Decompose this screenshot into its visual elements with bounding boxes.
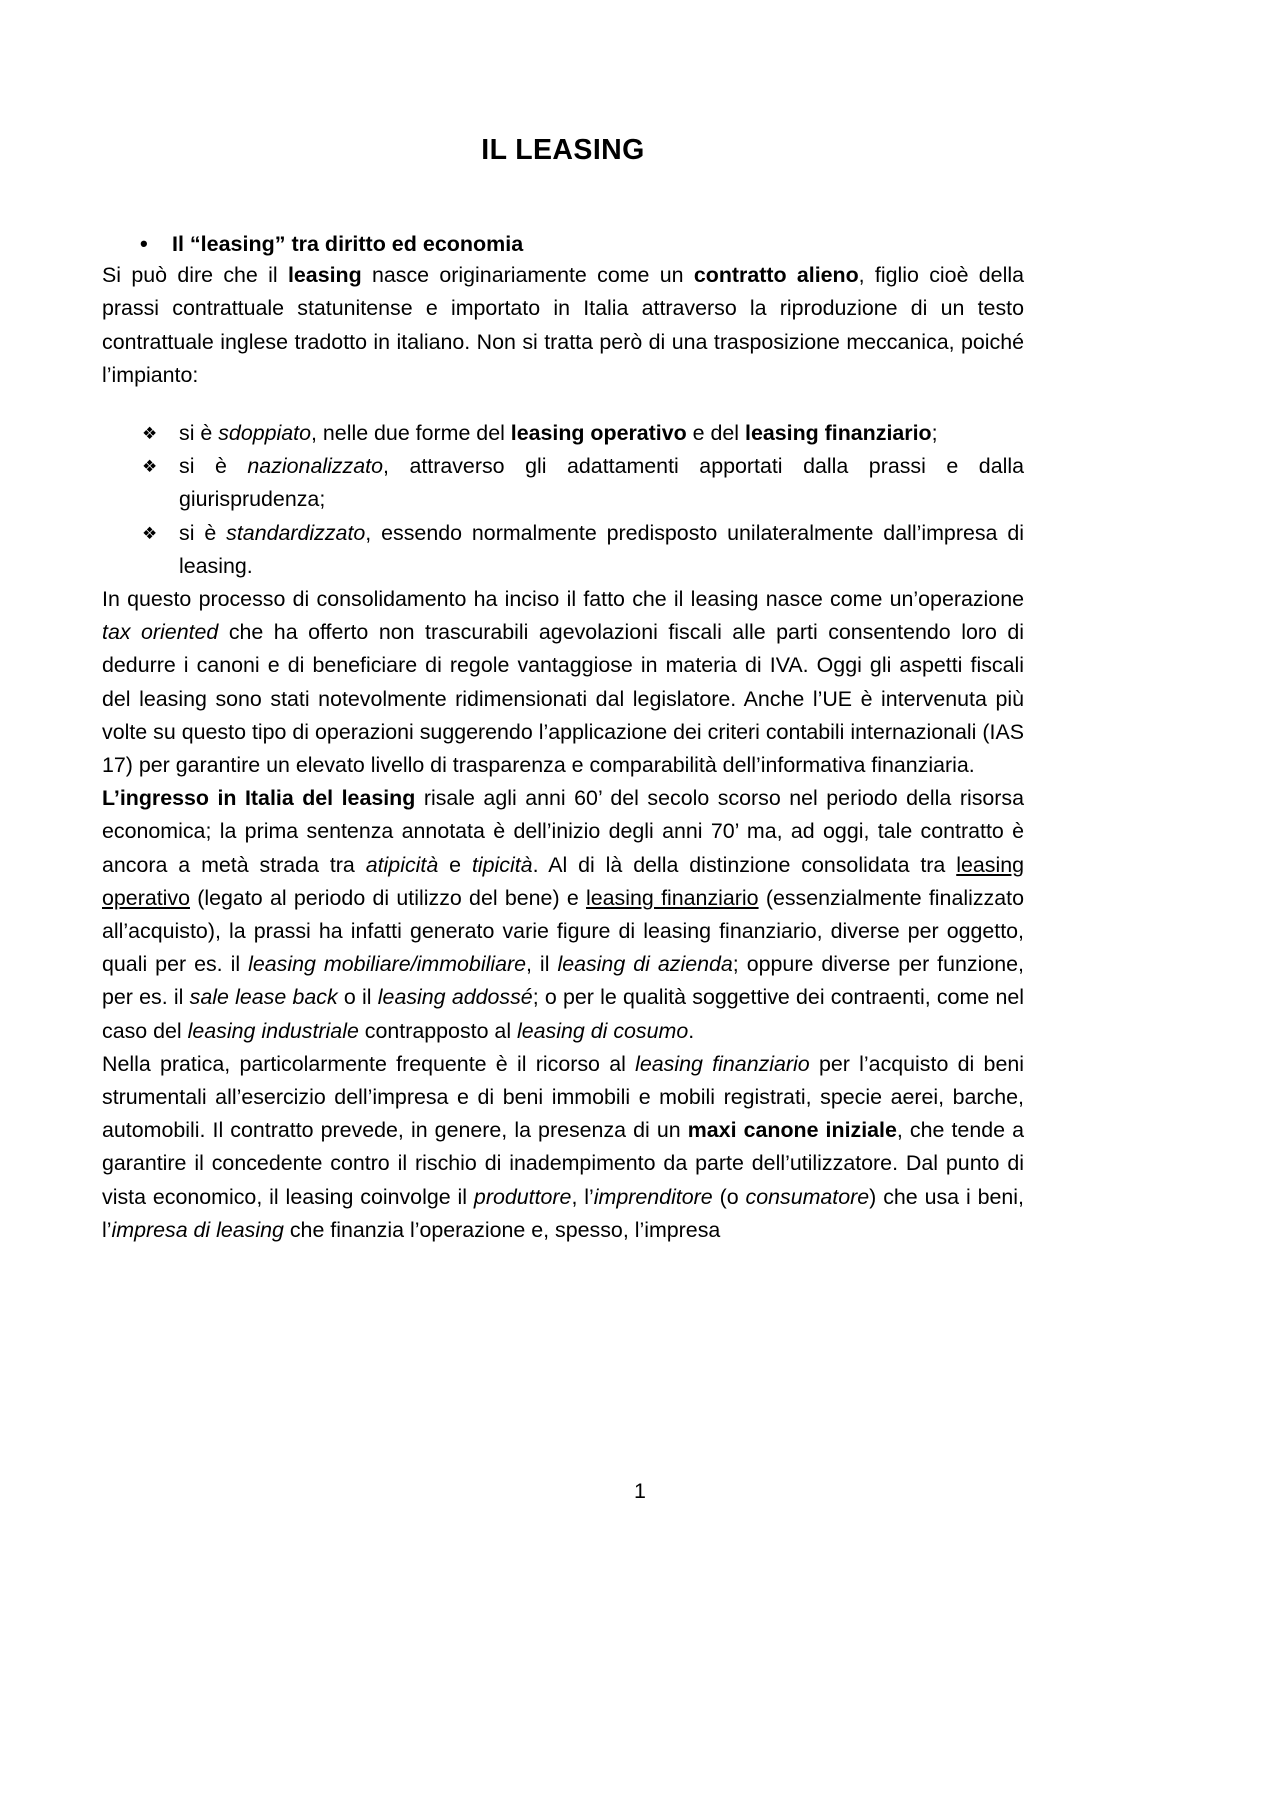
section-heading-label: Il “leasing” tra diritto ed economia xyxy=(172,232,524,257)
section-heading-list xyxy=(102,167,1024,259)
emphasis-italic: leasing finanziario xyxy=(635,1051,810,1076)
text-run: ; o per le qualità soggettive dei contraenti, come nel caso del xyxy=(102,985,1024,1043)
paragraph-ingresso xyxy=(102,782,1024,1048)
emphasis-italic: leasing di azienda xyxy=(557,952,733,977)
text-run: , figlio cioè della prassi contrattuale statunitense e importato in Italia attraverso la riproduzione di un testo contrattuale inglese tradotto in italiano. Non si tratta però di una trasposizione meccanica, poiché l’impianto: xyxy=(102,263,1024,387)
paragraph-intro xyxy=(102,259,1024,392)
text-run: (essenzialmente finalizzato all’acquisto), la prassi ha infatti generato varie figure di leasing finanziario, diverse per oggetto, quali per es. il xyxy=(102,885,1024,977)
text-run: , l’ xyxy=(571,1184,594,1209)
emphasis-italic: leasing industriale xyxy=(187,1018,359,1043)
emphasis-bold: L’ingresso in Italia del leasing xyxy=(102,786,416,811)
document-body xyxy=(102,0,1024,1247)
text-run: che ha offerto non trascurabili agevolazioni fiscali alle parti consentendo loro di dedurre i canoni e di beneficiare di regole vantaggiose in materia di IVA. Oggi gli aspetti fiscali del leasing sono stati notevolmente ridimensionati dal legislatore. Anche l’UE è intervenuta più volte su questo tipo di operazioni suggerendo l’applicazione dei criteri contabili internazionali (IAS 17) per garantire un elevato livello di trasparenza e comparabilità dell’informativa finanziaria. xyxy=(102,620,1024,778)
text-run: , essendo normalmente predisposto unilateralmente dall’impresa di leasing. xyxy=(179,520,1024,578)
text-run: e del xyxy=(686,421,745,446)
text-run: Si può dire che il xyxy=(102,263,288,288)
text-run: (o xyxy=(712,1184,746,1209)
text-run: o il xyxy=(337,985,378,1010)
sub-bullet-item xyxy=(142,517,1024,583)
text-run: ; oppure diverse per funzione, per es. il xyxy=(102,952,1025,1010)
emphasis-underline: leasing operativo xyxy=(102,852,1025,910)
text-run: (legato al periodo di utilizzo del bene) e xyxy=(190,885,587,910)
text-run: , il xyxy=(526,952,558,977)
text-run: risale agli anni 60’ del secolo scorso nel periodo della risorsa economica; la prima sentenza annotata è dell’inizio degli anni 70’ ma, ad oggi, tale contratto è ancora a metà strada tra xyxy=(102,786,1025,877)
text-run: si è xyxy=(179,454,248,479)
paragraph-pratica xyxy=(102,1048,1024,1247)
sub-bullet-item xyxy=(142,450,1024,516)
text-run: . Al di là della distinzione consolidata tra xyxy=(532,852,957,877)
text-run: , nelle due forme del xyxy=(311,421,511,446)
emphasis-italic: sale lease back xyxy=(189,985,338,1010)
text-run: nasce originariamente come un xyxy=(361,263,694,288)
emphasis-italic: impresa di leasing xyxy=(111,1217,290,1242)
text-run: In questo processo di consolidamento ha inciso il fatto che il leasing nasce come un’operazione xyxy=(102,587,1024,612)
emphasis-italic: consumatore xyxy=(745,1184,870,1209)
emphasis-italic: tipicità xyxy=(471,852,533,877)
text-run: e xyxy=(438,852,472,877)
emphasis-italic: nazionalizzato xyxy=(247,454,383,479)
text-run: contrapposto al xyxy=(358,1018,518,1043)
emphasis-bold: maxi canone iniziale xyxy=(687,1118,897,1143)
page-title: IL LEASING xyxy=(481,134,645,166)
text-run: si è xyxy=(179,421,219,446)
emphasis-italic: standardizzato xyxy=(226,520,366,545)
text-run: per l’acquisto di beni strumentali all’esercizio dell’impresa e di beni immobili e mobili registrati, specie aerei, barche, automobili. Il contratto prevede, in genere, la presenza di un xyxy=(102,1051,1024,1143)
text-run: . xyxy=(688,1018,695,1043)
text-run: Nella pratica, particolarmente frequente è il ricorso al xyxy=(102,1051,636,1076)
emphasis-italic: leasing addossé xyxy=(377,985,533,1010)
emphasis-italic: leasing di cosumo xyxy=(517,1018,689,1043)
sub-bullet-list xyxy=(102,392,1024,583)
text-run: che finanzia l’operazione e, spesso, l’impresa xyxy=(289,1217,721,1242)
paragraph-consolidamento xyxy=(102,583,1024,782)
text-run: , attraverso gli adattamenti apportati dalla prassi e dalla giurisprudenza; xyxy=(179,454,1024,512)
emphasis-bold: leasing operativo xyxy=(510,421,687,446)
section-heading-bullet xyxy=(102,230,1024,259)
text-run: ) che usa i beni, l’ xyxy=(102,1184,1024,1242)
emphasis-italic: sdoppiato xyxy=(218,421,312,446)
emphasis-bold: leasing xyxy=(287,263,362,288)
text-run: ; xyxy=(931,421,938,446)
emphasis-bold: leasing finanziario xyxy=(745,421,932,446)
emphasis-italic: atipicità xyxy=(365,852,439,877)
page-number: 1 xyxy=(634,1479,646,1503)
emphasis-italic: leasing mobiliare/immobiliare xyxy=(248,952,526,977)
emphasis-bold: contratto alieno xyxy=(693,263,859,288)
emphasis-italic: tax oriented xyxy=(102,620,219,645)
sub-bullet-item xyxy=(142,417,1024,450)
text-run: si è xyxy=(179,520,227,545)
emphasis-underline: leasing finanziario xyxy=(586,885,759,910)
emphasis-italic: produttore xyxy=(473,1184,572,1209)
text-run: , che tende a garantire il concedente contro il rischio di inadempimento da parte dell’utilizzatore. Dal punto di vista economico, il leasing coinvolge il xyxy=(102,1118,1024,1209)
emphasis-italic: imprenditore xyxy=(593,1184,713,1209)
